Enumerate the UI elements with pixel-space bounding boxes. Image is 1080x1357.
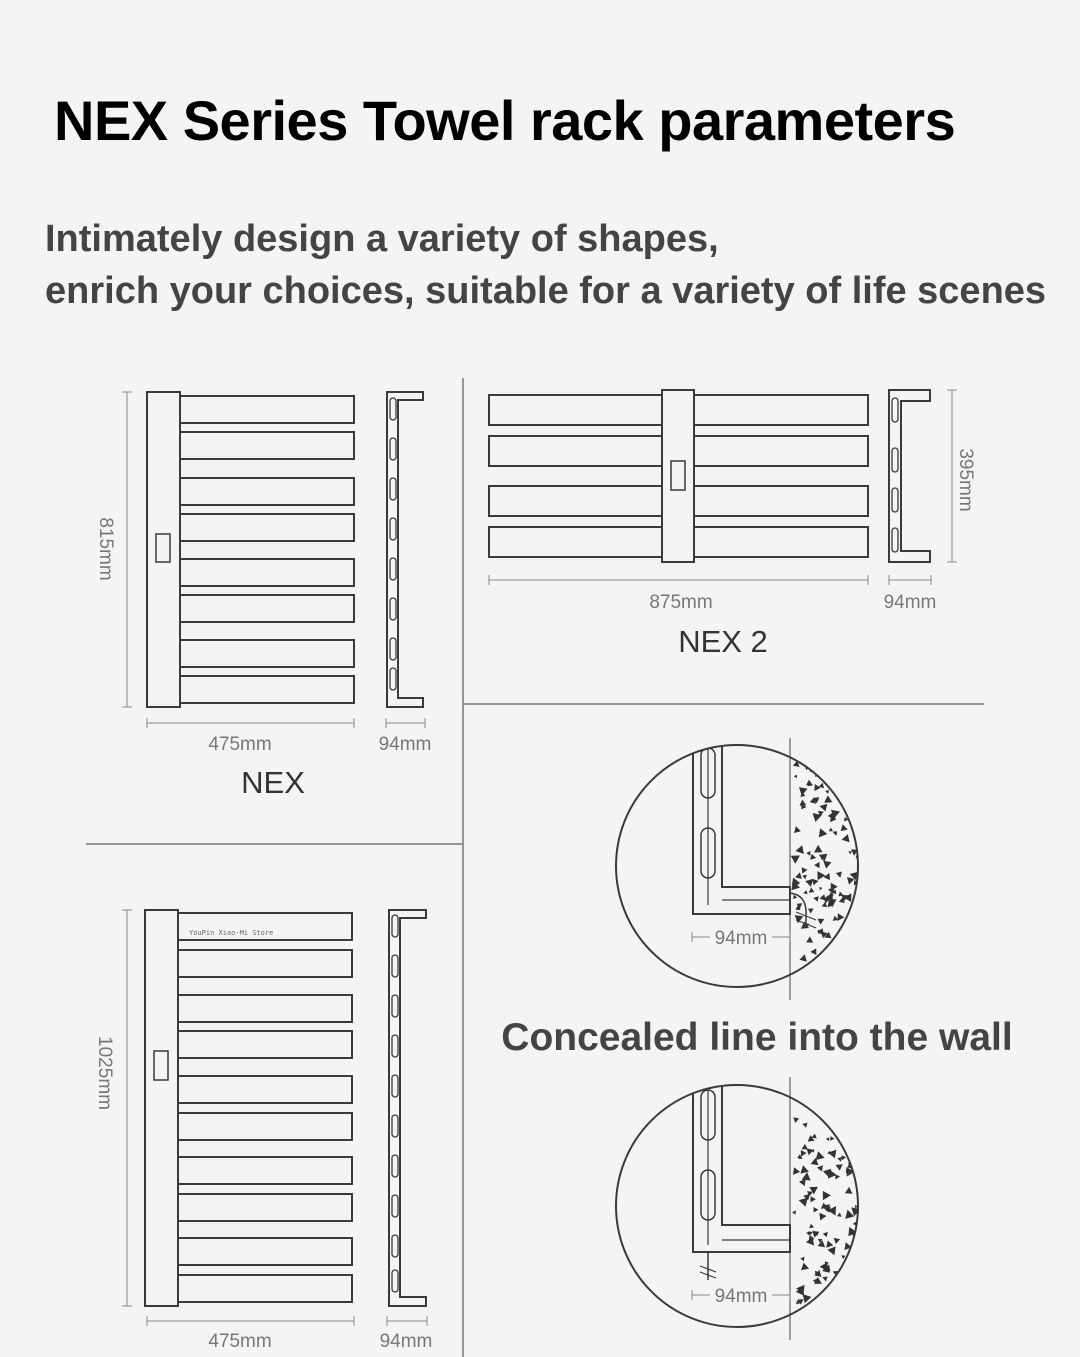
wall-speckle xyxy=(836,1321,842,1326)
wall-speckle xyxy=(841,1255,845,1259)
nex2-towel-bar xyxy=(694,436,868,466)
wall-speckle xyxy=(832,1101,838,1108)
wall-speckle xyxy=(795,872,802,879)
wall-speckle xyxy=(841,824,848,831)
wall-speckle xyxy=(815,1107,821,1113)
wall-speckle xyxy=(848,851,852,854)
wall-speckle xyxy=(801,1263,809,1271)
nex-model-label: NEX xyxy=(241,765,305,800)
wall-speckle xyxy=(849,1113,857,1122)
wall-speckle xyxy=(830,1136,834,1141)
wall-speckle xyxy=(795,845,804,854)
wall-speckle xyxy=(844,1118,852,1125)
nex-side-slot xyxy=(390,478,396,500)
nex2-height-label: 395mm xyxy=(955,448,976,512)
wall-speckle xyxy=(854,1280,861,1286)
nex-width-label: 475mm xyxy=(208,734,272,755)
wall-speckle xyxy=(829,740,838,749)
wall-speckle xyxy=(795,1083,799,1087)
wall-speckle xyxy=(793,1117,799,1123)
nex2-side-slot xyxy=(892,488,898,512)
nex-large-side-slot xyxy=(392,1155,398,1177)
wall-speckle xyxy=(818,975,826,983)
wall-speckle xyxy=(808,983,813,988)
nex-large-height-dimension-line xyxy=(122,910,132,1306)
wall-speckle xyxy=(826,1300,835,1309)
wall-speckle xyxy=(841,1086,846,1090)
wall-speckle xyxy=(806,780,812,786)
wall-speckle xyxy=(838,1309,847,1318)
wall-speckle xyxy=(818,1295,825,1302)
wall-speckle xyxy=(850,946,855,950)
section-dividers xyxy=(86,378,984,1357)
wall-speckle xyxy=(851,1207,860,1216)
nex2-width-label: 875mm xyxy=(649,592,713,613)
wall-speckle xyxy=(802,1123,807,1128)
wall-speckle xyxy=(814,862,820,868)
wall-speckle xyxy=(806,851,810,856)
nex-large-towel-bar xyxy=(178,1031,352,1058)
wall-speckle xyxy=(836,872,842,878)
wall-speckle xyxy=(824,873,831,880)
wall-speckle xyxy=(819,828,828,837)
wall-speckle xyxy=(810,1305,818,1313)
nex-large-side-slot xyxy=(392,1035,398,1057)
nex2-towel-bar xyxy=(489,527,662,557)
nex2-center-column xyxy=(662,390,694,562)
wall-speckle xyxy=(803,890,807,894)
wall-speckle xyxy=(856,1098,864,1105)
wall-speckle xyxy=(819,1213,826,1221)
wall-speckle xyxy=(807,1148,814,1155)
wall-speckle xyxy=(799,1179,806,1186)
wall-speckle xyxy=(853,1256,857,1261)
wall-speckle xyxy=(811,1196,816,1202)
wall-speckle xyxy=(802,875,807,880)
nex-large-diagram xyxy=(122,910,427,1326)
wall-speckle xyxy=(799,954,807,961)
wall-speckle xyxy=(835,1174,840,1179)
wall-speckle xyxy=(809,887,815,892)
wall-speckle xyxy=(839,1272,844,1277)
nex-side-slot xyxy=(390,558,396,580)
wall-speckle xyxy=(799,1198,808,1207)
wall-speckle xyxy=(838,913,845,921)
wall-speckle xyxy=(798,1312,808,1321)
nex-large-width-dimension-line xyxy=(147,1316,354,1326)
nex2-towel-bar xyxy=(694,527,868,557)
wall-speckle xyxy=(824,749,829,754)
nex-side-slot xyxy=(390,438,396,460)
wall-texture-top xyxy=(791,740,863,989)
wall-speckle xyxy=(825,954,834,963)
nex-large-side-slot xyxy=(392,1115,398,1137)
wall-speckle xyxy=(851,757,855,762)
wall-speckle xyxy=(832,1292,836,1296)
wall-speckle xyxy=(804,1094,809,1100)
nex2-side-view xyxy=(889,390,930,562)
wall-speckle xyxy=(834,1092,838,1095)
wall-speckle xyxy=(826,1137,829,1141)
wall-speckle xyxy=(809,1085,818,1093)
nex-towel-bar xyxy=(180,514,354,541)
nex-height-label: 815mm xyxy=(95,517,116,581)
wall-speckle xyxy=(794,826,801,833)
nex-side-slot xyxy=(390,668,396,690)
wall-speckle xyxy=(839,963,846,970)
wall-speckle xyxy=(837,1213,842,1217)
nex-large-side-view xyxy=(389,910,426,1306)
wall-speckle xyxy=(791,856,800,864)
wall-speckle xyxy=(809,1092,816,1099)
wall-speckle xyxy=(852,1260,857,1265)
wall-speckle xyxy=(820,804,828,812)
nex-height-dimension-line xyxy=(122,392,132,707)
wall-speckle xyxy=(855,1293,860,1298)
wall-speckle xyxy=(849,1289,854,1294)
wall-speckle xyxy=(802,867,808,873)
nex2-side-slot xyxy=(892,528,898,552)
wall-speckle xyxy=(837,1293,844,1300)
nex-large-control-panel xyxy=(154,1051,168,1080)
wall-speckle xyxy=(846,957,854,965)
wall-speckle xyxy=(841,977,850,986)
wall-speckle xyxy=(794,775,797,779)
wall-speckle xyxy=(837,1105,844,1112)
wall-speckle xyxy=(835,784,842,790)
wall-speckle xyxy=(807,745,816,753)
wall-speckle xyxy=(822,1277,827,1282)
wall-speckle xyxy=(857,830,862,834)
wall-speckle xyxy=(814,1207,819,1213)
wall-speckle xyxy=(810,854,816,860)
wall-speckle xyxy=(829,746,835,753)
wall-speckle xyxy=(852,942,860,950)
wall-speckle xyxy=(823,1191,831,1200)
nex-towel-bar xyxy=(180,676,354,703)
wall-speckle xyxy=(850,1308,857,1315)
wall-speckle xyxy=(817,1165,823,1171)
nex-towel-bar xyxy=(180,640,354,667)
wall-speckle xyxy=(800,1165,809,1173)
wall-texture-bottom xyxy=(792,1082,863,1332)
wall-speckle xyxy=(826,1241,833,1248)
wall-speckle xyxy=(817,1307,826,1315)
wall-speckle xyxy=(845,981,853,989)
nex-large-depth-label: 94mm xyxy=(379,1331,433,1352)
wall-speckle xyxy=(857,1241,863,1247)
wall-speckle xyxy=(819,1104,827,1111)
nex-towel-bar xyxy=(180,396,354,423)
wall-speckle xyxy=(832,1088,841,1096)
nex-front-column xyxy=(147,392,180,707)
nex-large-towel-bar xyxy=(178,995,352,1022)
wall-speckle xyxy=(851,919,858,925)
nex-large-towel-bar xyxy=(178,1275,352,1302)
wall-speckle xyxy=(820,760,823,764)
subtitle-line-2: enrich your choices, suitable for a variety of life scenes xyxy=(45,270,1047,312)
wall-speckle xyxy=(822,968,827,973)
wall-speckle xyxy=(844,1105,852,1114)
wall-speckle xyxy=(818,919,825,925)
nex-large-side-slot xyxy=(392,1235,398,1257)
wall-speckle xyxy=(817,967,822,972)
wall-speckle xyxy=(816,755,825,764)
wall-speckle xyxy=(846,980,850,984)
wall-speckle xyxy=(812,1134,817,1139)
wall-speckle xyxy=(844,1294,853,1302)
wall-speckle xyxy=(841,1155,846,1160)
wall-speckle xyxy=(858,1099,864,1105)
wall-speckle xyxy=(825,790,829,794)
wall-speckle xyxy=(817,960,823,965)
wall-speckle xyxy=(810,948,816,955)
wall-speckle xyxy=(847,934,854,941)
nex-large-side-slot xyxy=(392,955,398,977)
wall-speckle xyxy=(814,784,820,791)
nex-towel-bars xyxy=(180,396,354,703)
nex2-towel-bar xyxy=(489,436,662,466)
wall-speckle xyxy=(836,1104,842,1110)
nex-large-side-profile xyxy=(389,910,426,1306)
page-title: NEX Series Towel rack parameters xyxy=(54,89,956,152)
wall-speckle xyxy=(812,879,818,886)
detail-circle-top xyxy=(616,745,858,987)
nex-towel-bar xyxy=(180,478,354,505)
nex-large-towel-bar xyxy=(178,950,352,977)
wall-speckle xyxy=(817,928,823,934)
wall-speckle xyxy=(799,973,802,977)
wall-speckle xyxy=(833,916,839,921)
wall-speckle xyxy=(792,1210,796,1214)
wall-speckle xyxy=(825,1082,829,1086)
wall-speckle xyxy=(802,1323,811,1332)
nex-large-side-slot xyxy=(392,1075,398,1097)
wall-speckle xyxy=(816,1151,825,1160)
wall-speckle xyxy=(827,1247,835,1256)
subtitle-line-1: Intimately design a variety of shapes, xyxy=(45,218,719,260)
nex2-towel-bar xyxy=(694,395,868,425)
nex-large-width-label: 475mm xyxy=(208,1331,272,1352)
concealed-detail-top xyxy=(616,738,863,1000)
wall-speckle xyxy=(813,896,818,902)
wall-speckle xyxy=(842,1321,849,1328)
wall-speckle xyxy=(805,879,813,887)
wall-speckle xyxy=(814,845,823,853)
wall-speckle xyxy=(834,1238,841,1244)
nex-side-view xyxy=(387,392,423,707)
nex2-width-dimension-line xyxy=(489,575,868,585)
wall-speckle xyxy=(808,909,814,914)
nex-large-side-slot xyxy=(392,915,398,937)
nex-large-towel-bar xyxy=(178,1238,352,1265)
wall-speckle xyxy=(853,1247,862,1256)
wall-speckle xyxy=(819,962,825,968)
wall-speckle xyxy=(853,912,858,917)
detail-bottom-depth-label: 94mm xyxy=(714,1286,768,1307)
wall-speckle xyxy=(823,1232,828,1237)
nex2-side-slot xyxy=(892,448,898,472)
wall-speckle xyxy=(798,740,803,746)
wall-speckle xyxy=(854,1128,861,1135)
wall-speckle xyxy=(835,949,843,956)
wall-speckle xyxy=(845,1187,853,1194)
wall-speckle xyxy=(854,911,863,920)
nex-towel-bar xyxy=(180,559,354,586)
nex-large-store-label: YouPin Xiao-Mi Store xyxy=(189,929,274,937)
nex-control-panel xyxy=(156,534,170,562)
nex2-depth-label: 94mm xyxy=(883,592,937,613)
wall-speckle xyxy=(838,1106,844,1112)
wall-speckle xyxy=(829,828,833,832)
wall-speckle xyxy=(812,1301,818,1308)
nex-large-towel-bar xyxy=(178,1076,352,1103)
wall-speckle xyxy=(797,973,802,978)
nex-side-slot xyxy=(390,598,396,620)
nex-side-slot xyxy=(390,518,396,540)
wall-speckle xyxy=(850,1253,856,1259)
wall-speckle xyxy=(809,1303,817,1312)
wall-speckle xyxy=(818,1240,826,1247)
nex-towel-bar xyxy=(180,595,354,622)
wall-speckle xyxy=(824,795,832,802)
nex-large-height-label: 1025mm xyxy=(94,1036,115,1110)
wall-speckle xyxy=(823,861,831,869)
wall-speckle xyxy=(800,1323,805,1329)
nex-large-side-slot xyxy=(392,1195,398,1217)
nex-large-towel-bar xyxy=(178,1113,352,1140)
wall-speckle xyxy=(846,1142,850,1146)
nex-large-side-slot xyxy=(392,1270,398,1292)
nex2-model-label: NEX 2 xyxy=(678,624,768,659)
wall-speckle xyxy=(843,946,847,949)
wall-speckle xyxy=(847,877,855,885)
wall-speckle xyxy=(844,893,852,902)
wall-speckle xyxy=(856,1171,863,1178)
wall-speckle xyxy=(811,962,819,970)
nex-large-towel-bars xyxy=(178,913,352,1302)
wall-speckle xyxy=(815,749,823,758)
nex2-towel-bar xyxy=(489,486,662,516)
nex2-diagram xyxy=(489,390,957,585)
nex-towel-bar xyxy=(180,432,354,459)
wall-speckle xyxy=(822,902,828,907)
nex2-depth-dimension-line xyxy=(889,575,931,585)
wall-speckle xyxy=(793,1167,800,1175)
nex-large-towel-bar xyxy=(178,1157,352,1184)
wall-speckle xyxy=(820,1083,825,1088)
wall-speckle xyxy=(806,1231,810,1235)
wall-speckle xyxy=(819,887,822,890)
nex-large-front-column xyxy=(145,910,178,1306)
nex-large-depth-dimension-line xyxy=(387,1316,427,1326)
wall-speckle xyxy=(856,1247,861,1252)
wall-speckle xyxy=(801,742,804,746)
wall-speckle xyxy=(809,1224,814,1229)
nex2-towel-bar xyxy=(489,395,662,425)
nex2-side-profile xyxy=(889,390,930,562)
nex-side-slot xyxy=(390,638,396,660)
wall-speckle xyxy=(842,834,850,842)
wall-speckle xyxy=(842,1267,850,1274)
wall-speckle xyxy=(856,787,860,791)
nex-large-side-slot xyxy=(392,995,398,1017)
nex-depth-dimension-line xyxy=(386,718,425,728)
wall-speckle xyxy=(806,936,813,942)
wall-speckle xyxy=(800,1257,804,1262)
nex-side-slot xyxy=(390,398,396,420)
wall-speckle xyxy=(800,800,807,806)
wall-speckle xyxy=(817,871,825,880)
wall-speckle xyxy=(853,742,859,747)
wall-speckle xyxy=(831,883,838,891)
wall-speckle xyxy=(802,1172,811,1180)
nex-depth-label: 94mm xyxy=(378,734,432,755)
nex2-side-slot xyxy=(892,398,898,422)
wall-speckle xyxy=(814,1094,821,1101)
wall-speckle xyxy=(801,1150,807,1157)
wall-speckle xyxy=(839,1311,843,1315)
wall-speckle xyxy=(831,758,839,765)
wall-speckle xyxy=(837,1157,842,1162)
nex-diagram xyxy=(122,392,425,728)
nex-width-dimension-line xyxy=(147,718,354,728)
concealed-caption: Concealed line into the wall xyxy=(501,1016,1013,1059)
wall-speckle xyxy=(847,777,855,786)
detail-top-depth-label: 94mm xyxy=(714,928,768,949)
wall-speckle xyxy=(846,1320,850,1325)
nex-large-towel-bar xyxy=(178,1194,352,1221)
wall-speckle xyxy=(836,1164,843,1171)
nex2-towel-bar xyxy=(694,486,868,516)
